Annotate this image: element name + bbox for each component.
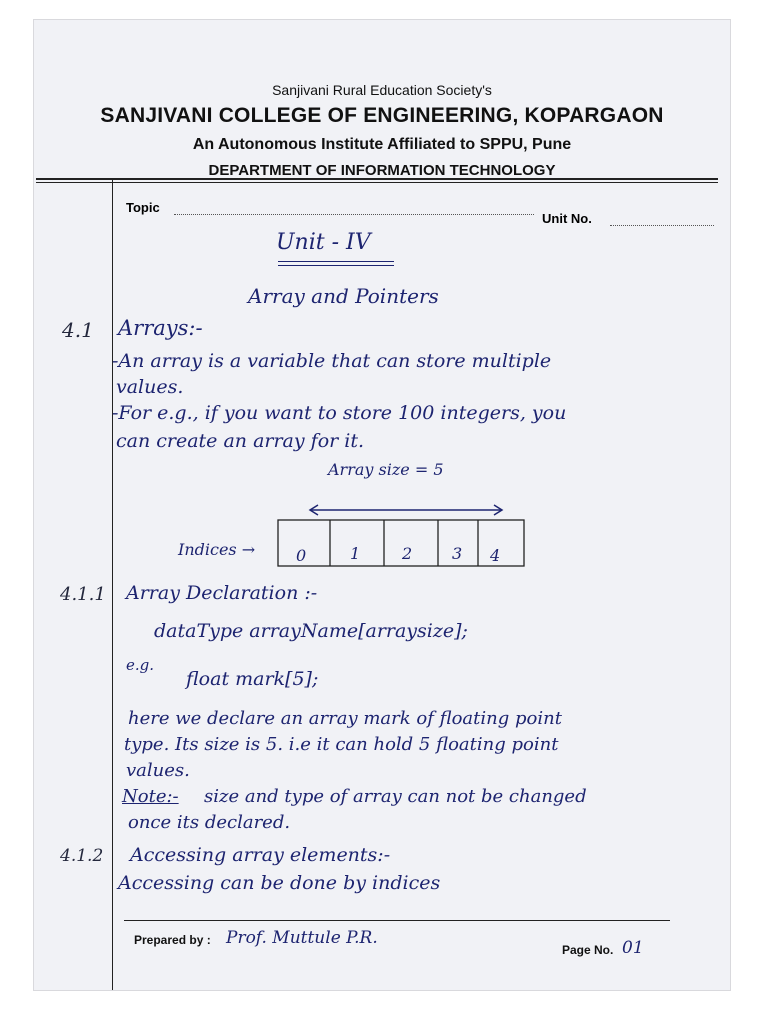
prepared-by-label: Prepared by : xyxy=(134,933,211,947)
unit-title-underline-2 xyxy=(278,265,394,266)
array-box xyxy=(278,520,524,566)
text-line-2: values. xyxy=(116,376,184,398)
footer-rule xyxy=(124,920,670,921)
section-4-1-1-title: Array Declaration :- xyxy=(126,582,318,604)
accessing-text: Accessing can be done by indices xyxy=(118,872,441,894)
text-line-1: -An array is a variable that can store multiple xyxy=(112,350,552,372)
index-3: 3 xyxy=(452,544,463,563)
chapter-title: Array and Pointers xyxy=(248,284,439,308)
prepared-by-name: Prof. Muttule P.R. xyxy=(226,928,378,948)
note-text: size and type of array can not be changed xyxy=(204,786,587,807)
example-code: float mark[5]; xyxy=(186,668,319,690)
index-4: 4 xyxy=(490,546,501,565)
affiliation: An Autonomous Institute Affiliated to SPPU, Pune xyxy=(192,136,572,153)
description-line-1: here we declare an array mark of floating point xyxy=(128,708,562,729)
department-name: DEPARTMENT OF INFORMATION TECHNOLOGY xyxy=(208,162,556,179)
society-name: Sanjivani Rural Education Society's xyxy=(272,82,492,98)
page-number: 01 xyxy=(622,938,644,958)
description-line-3: values. xyxy=(126,760,190,781)
unit-no-label: Unit No. xyxy=(542,211,592,226)
description-line-2: type. Its size is 5. i.e it can hold 5 floating point xyxy=(124,734,559,755)
page-number-label: Page No. xyxy=(562,943,614,957)
text-line-3: -For e.g., if you want to store 100 integers, you xyxy=(112,402,567,424)
text-line-4: can create an array for it. xyxy=(116,430,365,452)
unit-dotted-line xyxy=(610,225,714,226)
declaration-syntax: dataType arrayName[arraysize]; xyxy=(154,620,468,642)
section-4-1-1-number: 4.1.1 xyxy=(60,584,106,605)
unit-title-underline xyxy=(278,261,394,262)
index-2: 2 xyxy=(402,544,413,563)
example-label: e.g. xyxy=(126,656,155,674)
margin-line xyxy=(112,180,113,990)
note-text-line-2: once its declared. xyxy=(128,812,291,833)
header-rule-bottom xyxy=(36,182,718,183)
index-0: 0 xyxy=(296,546,307,565)
section-4-1-title: Arrays:- xyxy=(118,316,203,340)
unit-title: Unit - IV xyxy=(276,230,371,255)
college-name: SANJIVANI COLLEGE OF ENGINEERING, KOPARGAON xyxy=(100,104,664,127)
topic-label: Topic xyxy=(126,200,160,215)
array-size-label: Array size = 5 xyxy=(328,460,444,479)
index-1: 1 xyxy=(350,544,361,563)
section-4-1-2-title: Accessing array elements:- xyxy=(130,844,391,866)
indices-label: Indices → xyxy=(178,540,256,559)
header-rule-top xyxy=(36,178,718,180)
notes-page xyxy=(34,20,730,990)
section-4-1-number: 4.1 xyxy=(62,318,94,342)
section-4-1-2-number: 4.1.2 xyxy=(60,846,104,866)
topic-dotted-line xyxy=(174,214,534,215)
note-label: Note:- xyxy=(122,786,179,807)
